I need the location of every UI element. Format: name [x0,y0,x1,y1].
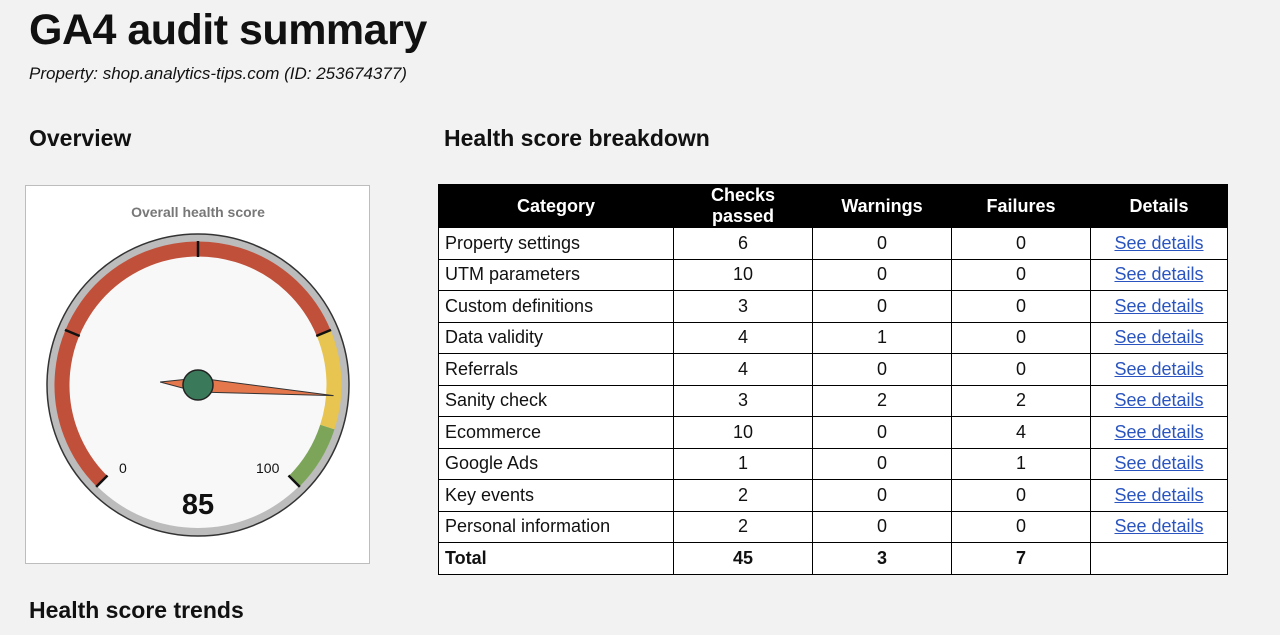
warnings-cell: 0 [813,448,952,480]
table-row [439,448,1228,480]
checks-passed-cell: 2 [674,511,813,543]
failures-cell: 0 [952,291,1091,323]
failures-cell: 1 [952,448,1091,480]
see-details-link[interactable]: See details [1114,264,1204,285]
page-title: GA4 audit summary [29,6,427,54]
warnings-cell: 2 [813,385,952,417]
gauge-value: 85 [181,489,215,521]
details-cell [1091,417,1228,449]
gauge-min-label: 0 [119,460,127,476]
checks-passed-cell: 10 [674,417,813,449]
health-breakdown-table [438,184,1228,575]
checks-passed-cell: 4 [674,354,813,386]
failures-cell: 0 [952,480,1091,512]
failures-cell: 0 [952,354,1091,386]
category-cell: Property settings [439,228,674,260]
health-score-gauge [25,185,370,564]
failures-cell: 0 [952,511,1091,543]
details-cell [1091,448,1228,480]
column-header-details: Details [1091,185,1228,228]
total-details-cell [1091,543,1228,575]
category-cell: Personal information [439,511,674,543]
category-cell: Custom definitions [439,291,674,323]
category-cell: Ecommerce [439,417,674,449]
details-cell [1091,259,1228,291]
see-details-link[interactable]: See details [1114,390,1204,411]
warnings-cell: 0 [813,417,952,449]
checks-passed-cell: 4 [674,322,813,354]
category-cell: UTM parameters [439,259,674,291]
warnings-cell: 0 [813,354,952,386]
failures-cell: 0 [952,259,1091,291]
details-cell [1091,511,1228,543]
see-details-link[interactable]: See details [1114,232,1204,253]
warnings-cell: 0 [813,291,952,323]
warnings-cell: 1 [813,322,952,354]
see-details-link[interactable]: See details [1114,484,1204,505]
details-cell [1091,291,1228,323]
total-failures: 7 [952,543,1091,575]
see-details-link[interactable]: See details [1114,295,1204,316]
column-header-category: Category [439,185,674,228]
checks-passed-cell: 10 [674,259,813,291]
warnings-cell: 0 [813,511,952,543]
table-row [439,354,1228,386]
gauge-title: Overall health score [131,204,265,220]
see-details-link[interactable]: See details [1114,327,1204,348]
failures-cell: 0 [952,322,1091,354]
trends-heading: Health score trends [29,597,244,623]
category-cell: Data validity [439,322,674,354]
checks-passed-cell: 2 [674,480,813,512]
total-warnings: 3 [813,543,952,575]
total-label: Total [439,543,674,575]
checks-passed-cell: 3 [674,291,813,323]
table-row [439,385,1228,417]
category-cell: Referrals [439,354,674,386]
see-details-link[interactable]: See details [1114,453,1204,474]
warnings-cell: 0 [813,228,952,260]
warnings-cell: 0 [813,480,952,512]
category-cell: Google Ads [439,448,674,480]
see-details-link[interactable]: See details [1114,516,1204,537]
column-header-checks-passed: Checks passed [674,185,813,228]
table-row [439,291,1228,323]
details-cell [1091,354,1228,386]
table-row [439,228,1228,260]
gauge-max-label: 100 [256,460,280,476]
details-cell [1091,322,1228,354]
category-cell: Sanity check [439,385,674,417]
gauge-hub [183,370,213,400]
total-checks-passed: 45 [674,543,813,575]
overview-heading: Overview [29,125,132,151]
warnings-cell: 0 [813,259,952,291]
property-subtitle: Property: shop.analytics-tips.com (ID: 253674377) [29,64,407,83]
see-details-link[interactable]: See details [1114,421,1204,442]
failures-cell: 2 [952,385,1091,417]
checks-passed-cell: 3 [674,385,813,417]
details-cell [1091,385,1228,417]
table-row [439,511,1228,543]
checks-passed-cell: 1 [674,448,813,480]
category-cell: Key events [439,480,674,512]
table-row [439,259,1228,291]
table-row [439,417,1228,449]
table-header-row [439,185,1228,228]
column-header-failures: Failures [952,185,1091,228]
table-row [439,480,1228,512]
details-cell [1091,228,1228,260]
failures-cell: 4 [952,417,1091,449]
checks-passed-cell: 6 [674,228,813,260]
details-cell [1091,480,1228,512]
column-header-warnings: Warnings [813,185,952,228]
table-row [439,322,1228,354]
see-details-link[interactable]: See details [1114,358,1204,379]
table-total-row [439,543,1228,575]
breakdown-heading: Health score breakdown [444,125,710,151]
failures-cell: 0 [952,228,1091,260]
